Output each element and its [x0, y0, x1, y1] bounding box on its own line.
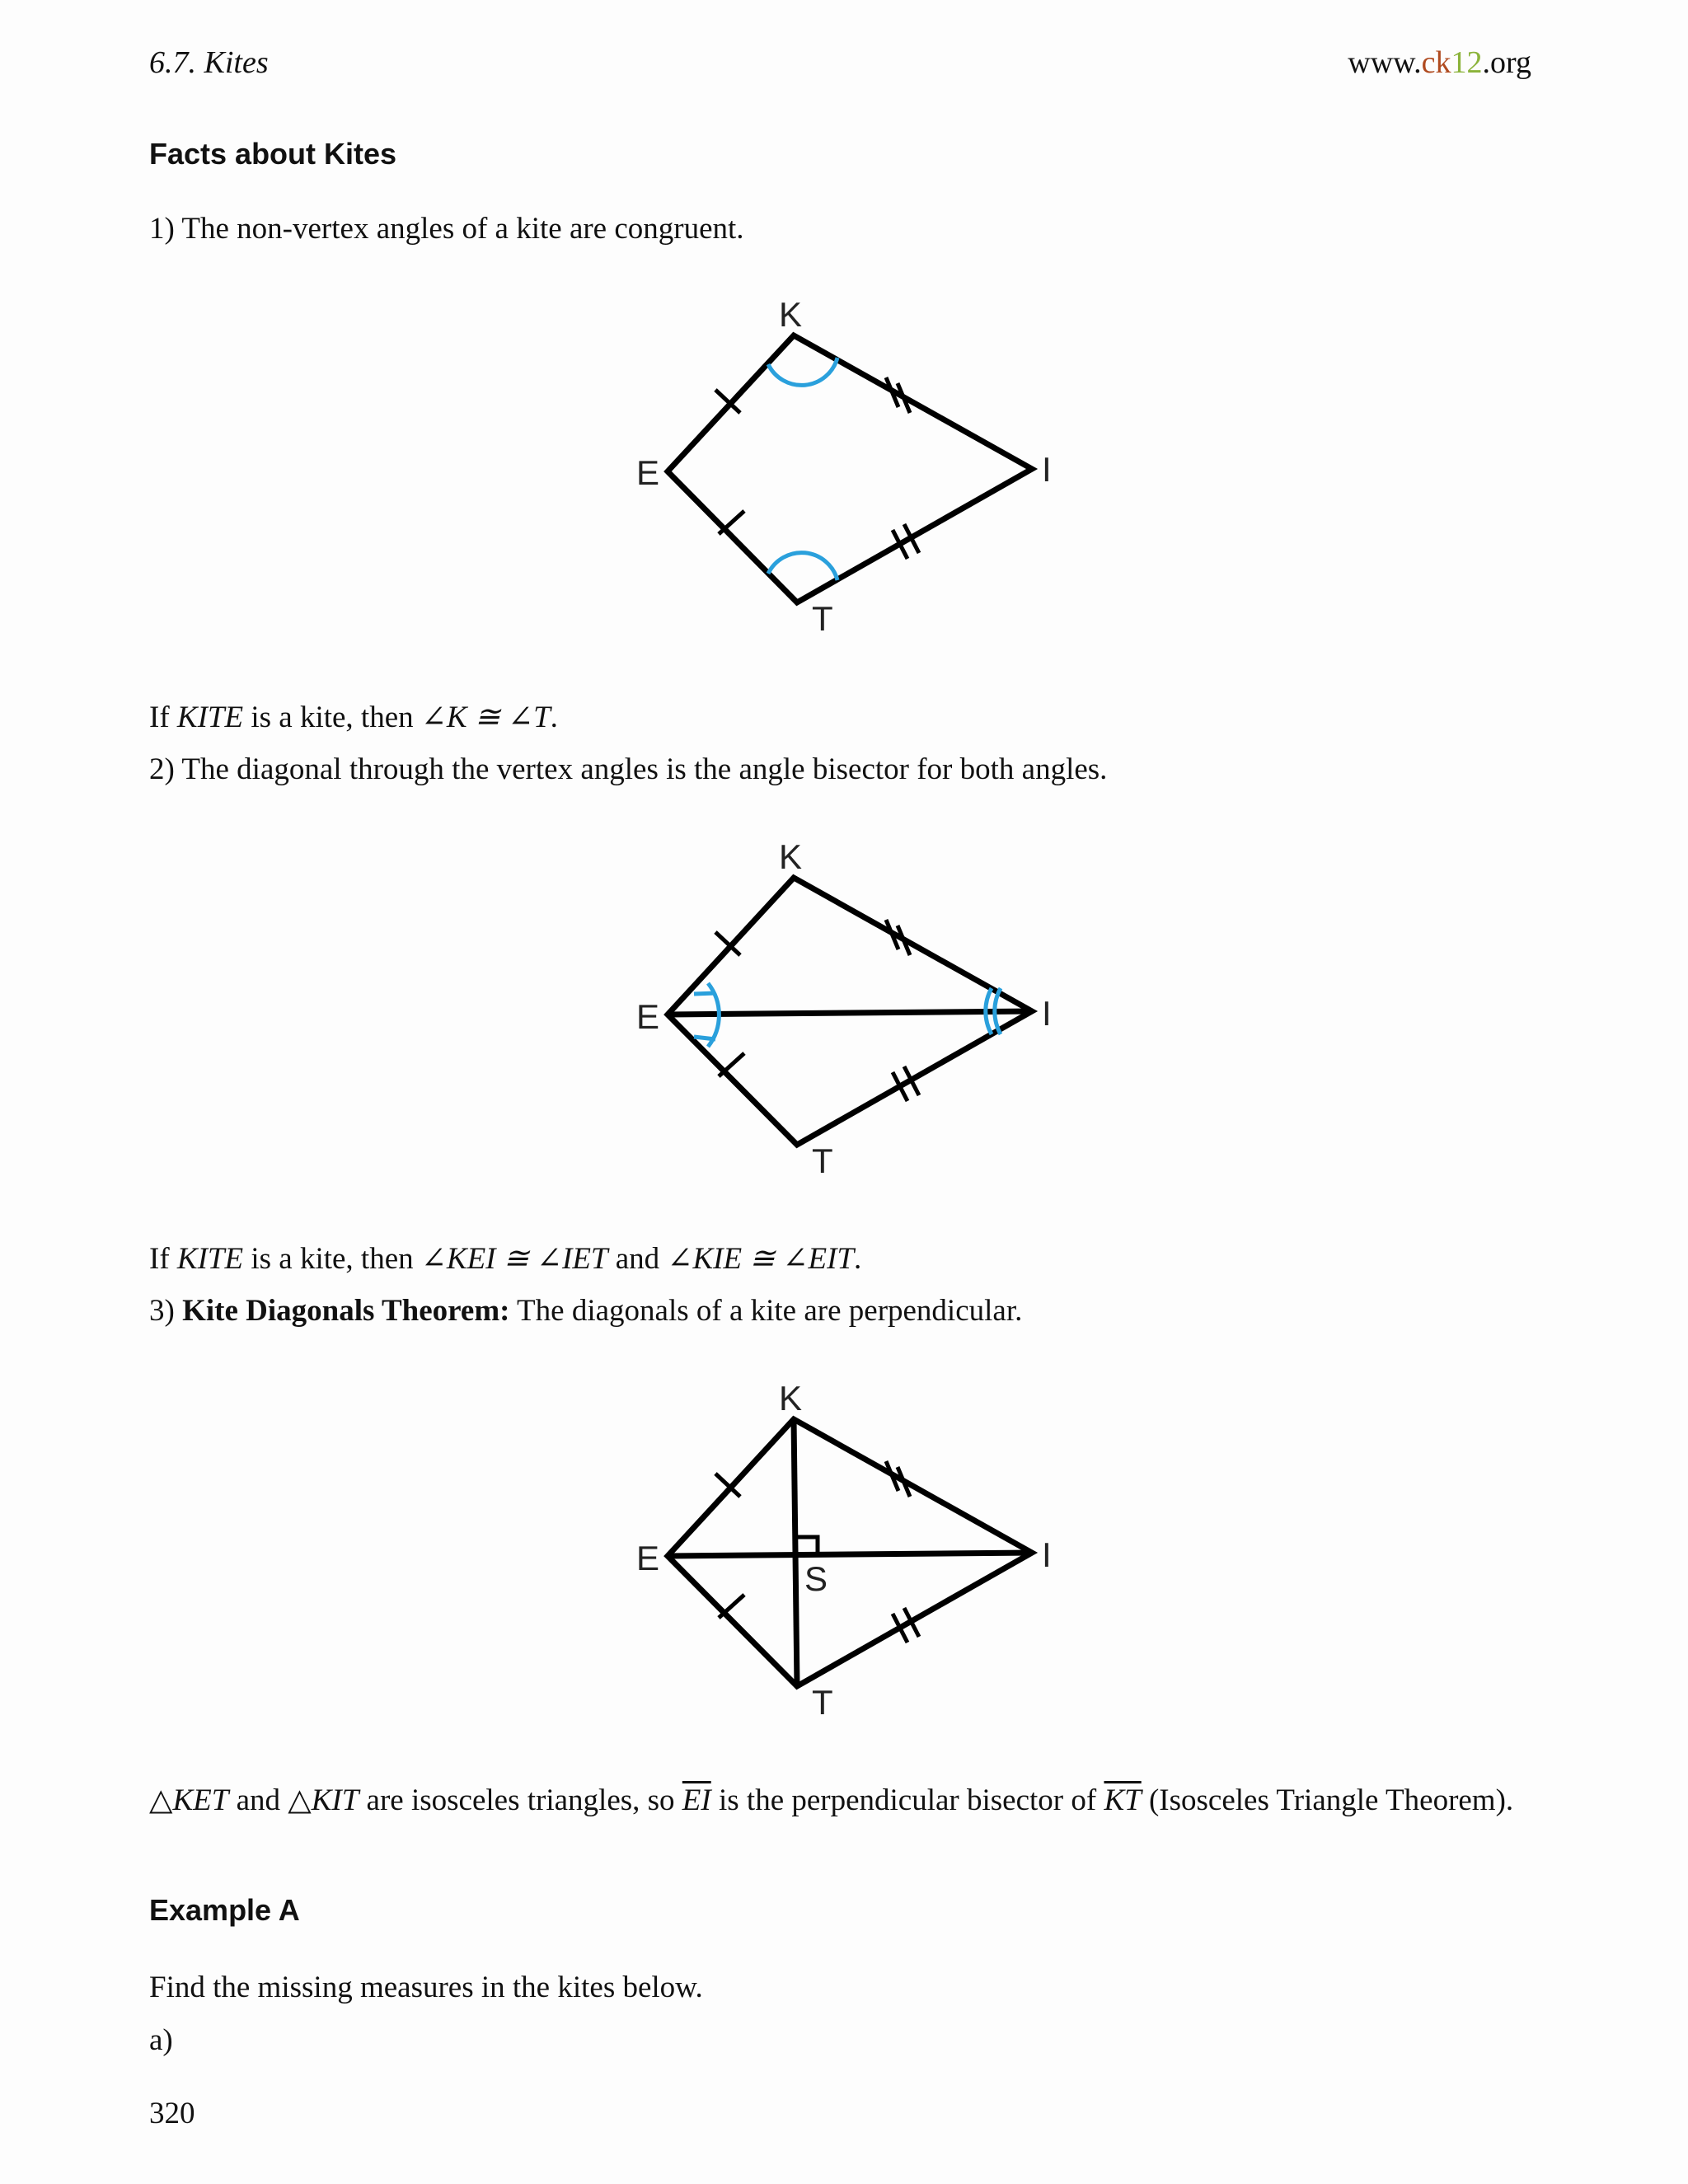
site-prefix: www. [1348, 45, 1422, 80]
kite-outline [668, 335, 1032, 602]
fact-1: 1) The non-vertex angles of a kite are congruent. [149, 212, 744, 246]
page-number: 320 [149, 2097, 195, 2130]
kite-figure-2 [626, 831, 1071, 1185]
kite-name: KITE [176, 701, 244, 734]
angle-k-arc [768, 358, 837, 385]
label-s: S [804, 1559, 828, 1598]
conclusion-1: If KITE is a kite, then ∠K ≅ ∠T. [149, 701, 558, 734]
label-e: E [636, 1539, 660, 1577]
label-k: K [779, 295, 803, 334]
kite-figure-1 [626, 288, 1071, 643]
conclusion-2: If KITE is a kite, then ∠KEI ≅ ∠IET and ∠KIE ≅ ∠EIT. [149, 1242, 862, 1276]
label-e: E [636, 997, 660, 1036]
segment-kt: $\overline{KT}$ [1104, 1783, 1142, 1817]
example-heading: Example A [149, 1893, 300, 1927]
label-e: E [636, 453, 660, 492]
tick-et [719, 511, 744, 534]
example-text: Find the missing measures in the kites below. [149, 1971, 703, 2004]
label-t: T [812, 1141, 833, 1180]
angle-e-tick-1 [694, 993, 715, 994]
angle-t-arc [768, 553, 837, 580]
facts-heading: Facts about Kites [149, 137, 397, 171]
right-angle-mark [797, 1537, 818, 1554]
label-k: K [779, 1379, 803, 1418]
label-t: T [812, 599, 833, 638]
angle-e-tick-2 [694, 1037, 715, 1039]
site-ck: ck [1421, 45, 1451, 80]
congruence-expr: ∠K ≅ ∠T [420, 701, 551, 734]
running-header-section: 6.7. Kites [149, 45, 269, 80]
theorem-name: Kite Diagonals Theorem: [182, 1294, 510, 1328]
site-link[interactable] [1348, 45, 1531, 81]
diagonal-ei [668, 1553, 1032, 1556]
fact-3: 3) Kite Diagonals Theorem: The diagonals of a kite are perpendicular. [149, 1294, 1023, 1328]
conclusion-3: △KET and △KIT are isosceles triangles, so $\overline{EI}$ is the perpendicular bisector of $\overline{KT}$ (Isosceles Triangle Theorem). [149, 1783, 1514, 1817]
kite-figure-3 [626, 1372, 1071, 1727]
label-i: I [1042, 994, 1052, 1033]
diagonal-ei [668, 1011, 1032, 1015]
diagonal-kt [794, 1419, 797, 1686]
fact-2: 2) The diagonal through the vertex angles is the angle bisector for both angles. [149, 752, 1108, 786]
site-suffix: .org [1482, 45, 1531, 80]
part-a-label: a) [149, 2023, 173, 2057]
bisect-expr-1: ∠KEI ≅ ∠IET [420, 1242, 608, 1276]
segment-ei: $\overline{EI}$ [682, 1783, 711, 1817]
site-12: 12 [1451, 45, 1483, 80]
bisect-expr-2: ∠KIE ≅ ∠EIT [667, 1242, 855, 1276]
label-t: T [812, 1683, 833, 1722]
label-k: K [779, 837, 803, 876]
label-i: I [1042, 1535, 1052, 1574]
label-i: I [1042, 450, 1052, 489]
